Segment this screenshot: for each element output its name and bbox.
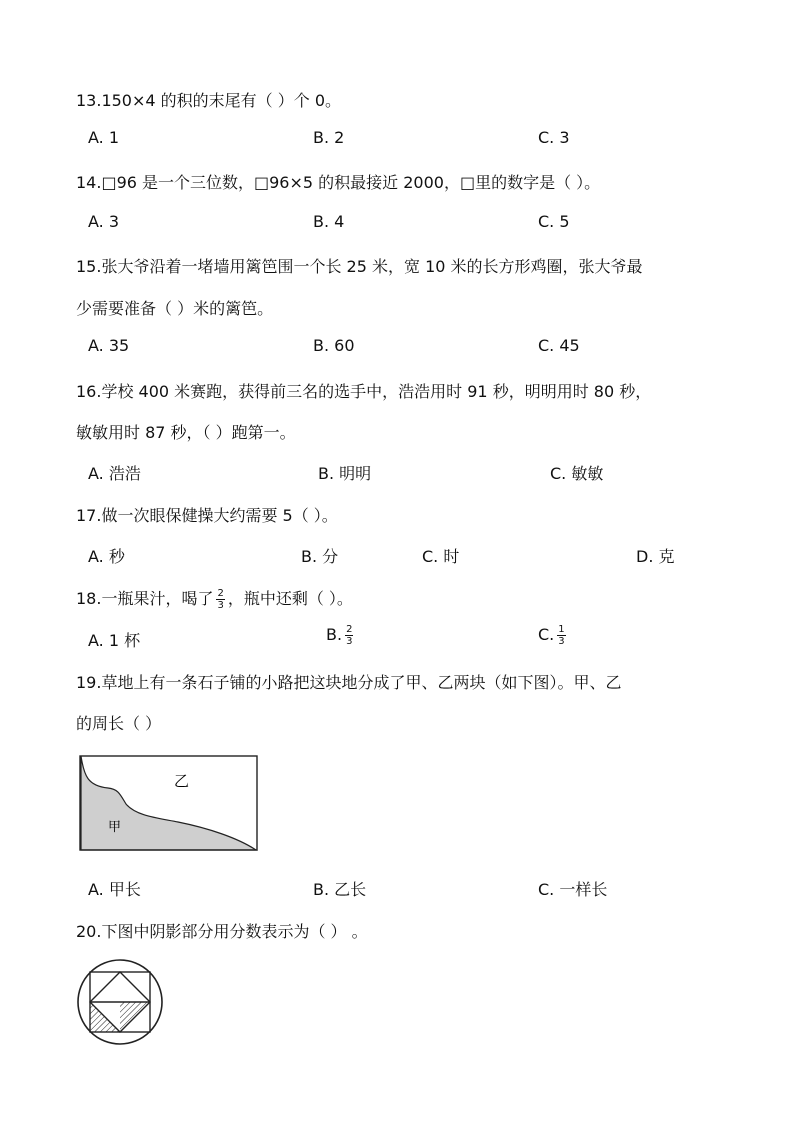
q18-text-after: ，瓶中还剩（ ）。: [227, 589, 353, 608]
q13-option-a[interactable]: A. 1: [88, 128, 120, 147]
q17-option-b[interactable]: B. 分: [301, 547, 339, 566]
question-17-text: 17.做一次眼保健操大约需要 5（ ）。: [76, 506, 338, 525]
q16-option-c[interactable]: C. 敏敏: [550, 464, 604, 483]
question-20-text: 20.下图中阴影部分用分数表示为（ ） 。: [76, 922, 368, 941]
question-16-line1: 16.学校 400 米赛跑，获得前三名的选手中，浩浩用时 91 秒，明明用时 80 秒，: [76, 382, 652, 401]
question-18-text: [76, 586, 353, 611]
question-13-text: 13.150×4 的积的末尾有（ ）个 0。: [76, 91, 342, 110]
q14-option-b[interactable]: B. 4: [313, 212, 345, 231]
q13-option-b[interactable]: B. 2: [313, 128, 345, 147]
question-19-line2: 的周长（ ）: [76, 714, 162, 733]
fraction-denominator: 3: [558, 636, 565, 647]
region-jia-shaded: [81, 756, 256, 850]
q16-option-a[interactable]: A. 浩浩: [88, 464, 141, 483]
q13-option-c[interactable]: C. 3: [538, 128, 570, 147]
q17-option-d[interactable]: D. 克: [636, 547, 675, 566]
q15-option-a[interactable]: A. 35: [88, 336, 130, 355]
q18-option-b-label: B.: [326, 625, 343, 644]
q18-option-c-label: C.: [538, 625, 555, 644]
q15-option-c[interactable]: C. 45: [538, 336, 580, 355]
fraction-numerator: 1: [558, 624, 565, 635]
fraction-numerator: 2: [346, 624, 353, 635]
fraction-numerator: 2: [217, 588, 224, 599]
question-16-line2: 敏敏用时 87 秒，（ ）跑第一。: [76, 423, 296, 442]
q18-option-b[interactable]: [326, 624, 356, 647]
fraction-denominator: 3: [217, 600, 224, 611]
question-19-line1: 19.草地上有一条石子铺的小路把这块地分成了甲、乙两块（如下图）。甲、乙: [76, 673, 622, 692]
question-15-line1: 15.张大爷沿着一堵墙用篱笆围一个长 25 米，宽 10 米的长方形鸡圈，张大爷最: [76, 257, 643, 276]
circle-fraction-figure: [74, 956, 166, 1048]
question-14-text: 14.□96 是一个三位数，□96×5 的积最接近 2000，□里的数字是（ ）。: [76, 173, 601, 192]
q18-text-before: 18.一瓶果汁，喝了: [76, 589, 214, 608]
label-yi: 乙: [174, 772, 190, 790]
field-division-figure: [78, 754, 260, 854]
q18-option-c-fraction: [557, 624, 565, 647]
q19-option-a[interactable]: A. 甲长: [88, 880, 141, 899]
q18-option-b-fraction: [345, 624, 353, 647]
q17-option-a[interactable]: A. 秒: [88, 547, 125, 566]
q14-option-c[interactable]: C. 5: [538, 212, 570, 231]
q15-option-b[interactable]: B. 60: [313, 336, 355, 355]
q18-option-a[interactable]: A. 1 杯: [88, 631, 141, 650]
q18-fraction: [216, 588, 224, 611]
q16-option-b[interactable]: B. 明明: [318, 464, 372, 483]
q19-option-c[interactable]: C. 一样长: [538, 880, 608, 899]
q19-option-b[interactable]: B. 乙长: [313, 880, 367, 899]
fraction-denominator: 3: [346, 636, 353, 647]
q14-option-a[interactable]: A. 3: [88, 212, 120, 231]
label-jia: 甲: [108, 820, 122, 835]
question-15-line2: 少需要准备（ ）米的篱笆。: [76, 299, 274, 318]
q17-option-c[interactable]: C. 时: [422, 547, 460, 566]
q18-option-c[interactable]: [538, 624, 569, 647]
